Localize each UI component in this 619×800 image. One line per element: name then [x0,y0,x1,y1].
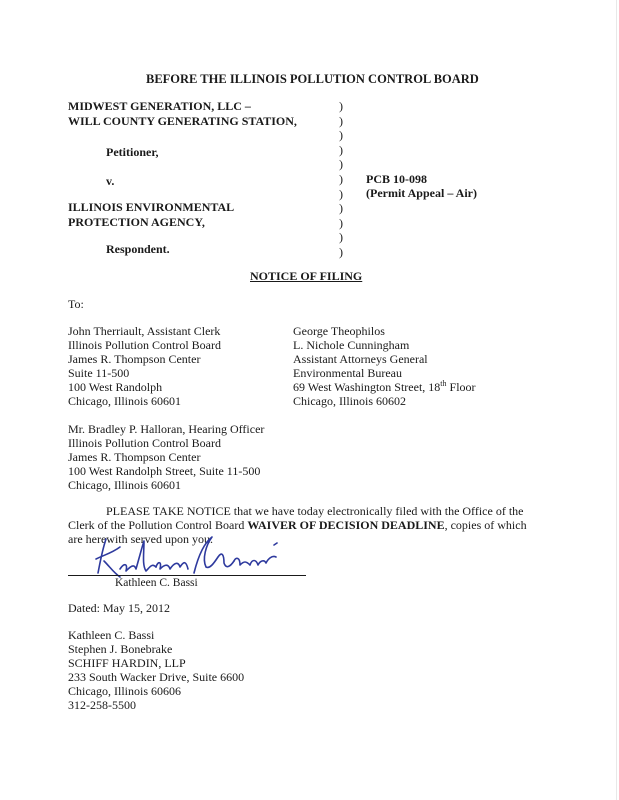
case-type: (Permit Appeal – Air) [366,186,477,200]
notice-body-line2 [68,518,527,532]
address-line: James R. Thompson Center [68,352,201,366]
versus-label: v. [106,174,115,188]
address-line: John Therriault, Assistant Clerk [68,324,221,338]
recipient-hearing-officer [68,422,264,492]
signer-name: Kathleen C. Bassi [115,577,198,589]
address-line: Chicago, Illinois 60601 [68,478,181,492]
caption-paren: ) [339,215,343,230]
caption-paren: ) [339,244,343,259]
caption-paren: ) [339,99,343,113]
recipient-attorneys-general [293,324,476,408]
address-line: 100 West Randolph [68,380,163,394]
address-line: James R. Thompson Center [68,450,201,464]
address-line: Illinois Pollution Control Board [68,436,222,450]
respondent-name-line1: ILLINOIS ENVIRONMENTAL [68,200,235,214]
dated-line: Dated: May 15, 2012 [68,601,170,615]
caption-paren: ) [339,230,343,245]
petitioner-name-line2: WILL COUNTY GENERATING STATION, [68,114,297,128]
counsel-line: 233 South Wacker Drive, Suite 6600 [68,670,245,684]
address-line: Assistant Attorneys General [293,352,428,366]
caption-paren: ) [339,186,343,201]
notice-body-text: , copies of which [444,518,527,532]
caption-paren: ) [339,201,343,216]
counsel-line: 312-258-5500 [68,698,136,712]
address-line: George Theophilos [293,324,385,338]
caption-paren-column [339,99,343,260]
address-line: Illinois Pollution Control Board [68,338,222,352]
notice-title: NOTICE OF FILING [250,269,363,283]
address-line: Chicago, Illinois 60602 [293,394,406,408]
address-line: L. Nichole Cunningham [293,338,410,352]
counsel-line: Kathleen C. Bassi [68,628,155,642]
address-line [293,380,476,394]
board-title: BEFORE THE ILLINOIS POLLUTION CONTROL BOARD [146,72,479,86]
counsel-line: SCHIFF HARDIN, LLP [68,656,186,670]
street-suffix: Floor [446,380,476,394]
notice-body-text: Clerk of the Pollution Control Board [68,518,248,532]
caption-paren: ) [339,157,343,172]
to-label: To: [68,297,84,311]
counsel-line: Stephen J. Bonebrake [68,642,173,656]
address-line: Mr. Bradley P. Halloran, Hearing Officer [68,422,265,436]
caption-paren: ) [339,171,343,186]
caption-paren: ) [339,142,343,157]
respondent-role: Respondent. [106,242,170,256]
counsel-line: Chicago, Illinois 60606 [68,684,181,698]
address-line: Environmental Bureau [293,366,402,380]
respondent-name-line2: PROTECTION AGENCY, [68,215,205,229]
notice-body-line3: are herewith served upon you. [68,532,213,546]
address-line: Chicago, Illinois 60601 [68,394,181,408]
filed-document-title: WAIVER OF DECISION DEADLINE [247,518,445,532]
street-prefix: 69 West Washington Street, 18 [293,380,441,394]
caption-paren: ) [339,128,343,143]
page-edge [616,0,617,800]
petitioner-name-line1: MIDWEST GENERATION, LLC – [68,99,251,113]
petitioner-role: Petitioner, [106,145,159,159]
address-line: Suite 11-500 [68,366,130,380]
case-number: PCB 10-098 [366,172,427,186]
address-line: 100 West Randolph Street, Suite 11-500 [68,464,261,478]
ordinal-suffix: th [440,379,447,388]
caption-paren: ) [339,113,343,128]
recipient-clerk [68,324,221,408]
counsel-signature-block [68,628,244,712]
notice-body-line1: PLEASE TAKE NOTICE that we have today electronically filed with the Office of the [106,504,524,518]
